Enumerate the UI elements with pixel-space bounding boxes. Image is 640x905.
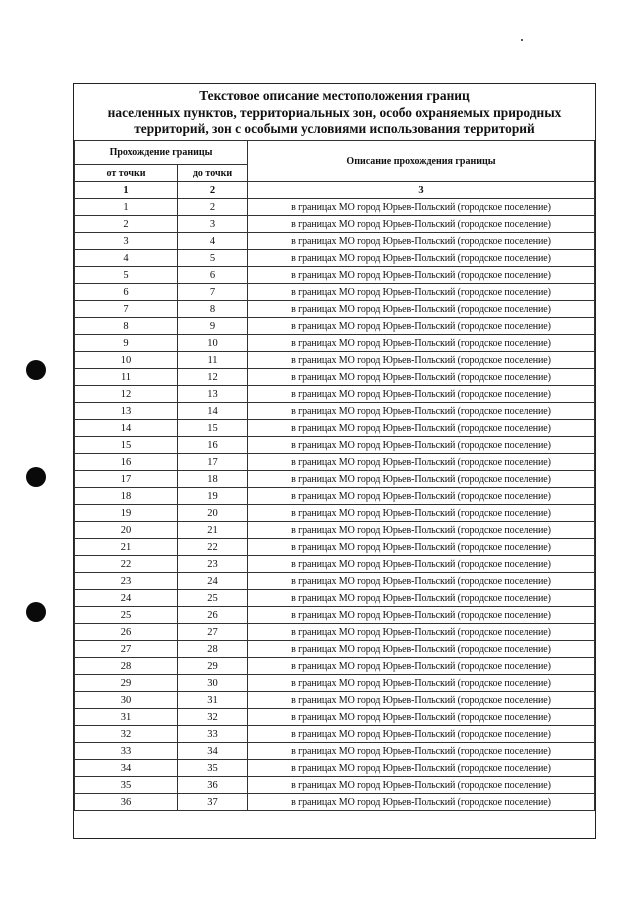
binder-hole-middle	[26, 467, 46, 487]
cell-from-point: 12	[75, 386, 178, 403]
cell-description: в границах МО город Юрьев-Польский (городское поселение)	[248, 777, 595, 794]
cell-from-point: 4	[75, 250, 178, 267]
cell-to-point: 21	[178, 522, 248, 539]
table-row	[75, 760, 595, 777]
binder-hole-top	[26, 360, 46, 380]
cell-from-point: 14	[75, 420, 178, 437]
cell-to-point: 7	[178, 284, 248, 301]
column-number-2: 2	[178, 182, 248, 199]
cell-to-point: 25	[178, 590, 248, 607]
table-row	[75, 607, 595, 624]
cell-from-point: 27	[75, 641, 178, 658]
cell-to-point: 32	[178, 709, 248, 726]
cell-description: в границах МО город Юрьев-Польский (городское поселение)	[248, 726, 595, 743]
table-row	[75, 675, 595, 692]
cell-description: в границах МО город Юрьев-Польский (городское поселение)	[248, 250, 595, 267]
document-frame	[73, 83, 596, 839]
cell-from-point: 7	[75, 301, 178, 318]
table-row	[75, 726, 595, 743]
cell-from-point: 10	[75, 352, 178, 369]
cell-from-point: 6	[75, 284, 178, 301]
table-row	[75, 318, 595, 335]
cell-to-point: 29	[178, 658, 248, 675]
header-from-point: от точки	[75, 165, 178, 182]
cell-description: в границах МО город Юрьев-Польский (городское поселение)	[248, 386, 595, 403]
cell-from-point: 1	[75, 199, 178, 216]
column-number-row	[75, 182, 595, 199]
table-row	[75, 233, 595, 250]
cell-from-point: 36	[75, 794, 178, 811]
table-row	[75, 352, 595, 369]
cell-from-point: 21	[75, 539, 178, 556]
cell-from-point: 24	[75, 590, 178, 607]
header-row-1	[75, 141, 595, 165]
table-row	[75, 522, 595, 539]
title-line-3: территорий, зон с особыми условиями использования территорий	[134, 121, 535, 136]
cell-from-point: 19	[75, 505, 178, 522]
cell-to-point: 34	[178, 743, 248, 760]
cell-from-point: 25	[75, 607, 178, 624]
cell-to-point: 30	[178, 675, 248, 692]
header-passage: Прохождение границы	[75, 141, 248, 165]
cell-from-point: 5	[75, 267, 178, 284]
cell-from-point: 22	[75, 556, 178, 573]
cell-description: в границах МО город Юрьев-Польский (городское поселение)	[248, 641, 595, 658]
table-row	[75, 624, 595, 641]
cell-to-point: 12	[178, 369, 248, 386]
cell-description: в границах МО город Юрьев-Польский (городское поселение)	[248, 437, 595, 454]
cell-to-point: 17	[178, 454, 248, 471]
cell-to-point: 4	[178, 233, 248, 250]
cell-from-point: 3	[75, 233, 178, 250]
cell-description: в границах МО город Юрьев-Польский (городское поселение)	[248, 420, 595, 437]
table-row	[75, 335, 595, 352]
cell-to-point: 6	[178, 267, 248, 284]
table-row	[75, 267, 595, 284]
cell-from-point: 35	[75, 777, 178, 794]
boundary-table	[74, 140, 595, 811]
scan-speck	[521, 39, 523, 41]
cell-description: в границах МО город Юрьев-Польский (городское поселение)	[248, 301, 595, 318]
table-row	[75, 250, 595, 267]
table-row	[75, 709, 595, 726]
cell-to-point: 3	[178, 216, 248, 233]
cell-from-point: 29	[75, 675, 178, 692]
cell-description: в границах МО город Юрьев-Польский (городское поселение)	[248, 369, 595, 386]
table-row	[75, 369, 595, 386]
cell-from-point: 15	[75, 437, 178, 454]
binder-hole-bottom	[26, 602, 46, 622]
cell-description: в границах МО город Юрьев-Польский (городское поселение)	[248, 403, 595, 420]
cell-description: в границах МО город Юрьев-Польский (городское поселение)	[248, 658, 595, 675]
table-row	[75, 573, 595, 590]
title-line-2: населенных пунктов, территориальных зон, особо охраняемых природных	[107, 104, 562, 120]
cell-to-point: 2	[178, 199, 248, 216]
cell-to-point: 10	[178, 335, 248, 352]
cell-to-point: 19	[178, 488, 248, 505]
document-title	[74, 88, 595, 138]
table-row	[75, 216, 595, 233]
cell-to-point: 9	[178, 318, 248, 335]
cell-description: в границах МО город Юрьев-Польский (городское поселение)	[248, 539, 595, 556]
cell-to-point: 28	[178, 641, 248, 658]
cell-to-point: 23	[178, 556, 248, 573]
cell-description: в границах МО город Юрьев-Польский (городское поселение)	[248, 352, 595, 369]
table-row	[75, 454, 595, 471]
cell-from-point: 20	[75, 522, 178, 539]
cell-from-point: 2	[75, 216, 178, 233]
cell-description: в границах МО город Юрьев-Польский (городское поселение)	[248, 760, 595, 777]
cell-to-point: 26	[178, 607, 248, 624]
cell-to-point: 18	[178, 471, 248, 488]
cell-from-point: 9	[75, 335, 178, 352]
cell-from-point: 32	[75, 726, 178, 743]
cell-from-point: 34	[75, 760, 178, 777]
cell-description: в границах МО город Юрьев-Польский (городское поселение)	[248, 675, 595, 692]
cell-to-point: 13	[178, 386, 248, 403]
cell-to-point: 27	[178, 624, 248, 641]
cell-description: в границах МО город Юрьев-Польский (городское поселение)	[248, 709, 595, 726]
cell-description: в границах МО город Юрьев-Польский (городское поселение)	[248, 471, 595, 488]
column-number-3: 3	[248, 182, 595, 199]
cell-to-point: 20	[178, 505, 248, 522]
cell-from-point: 23	[75, 573, 178, 590]
table-row	[75, 641, 595, 658]
header-description: Описание прохождения границы	[248, 141, 595, 182]
cell-to-point: 11	[178, 352, 248, 369]
table-row	[75, 437, 595, 454]
cell-to-point: 8	[178, 301, 248, 318]
cell-description: в границах МО город Юрьев-Польский (городское поселение)	[248, 743, 595, 760]
cell-from-point: 28	[75, 658, 178, 675]
cell-description: в границах МО город Юрьев-Польский (городское поселение)	[248, 335, 595, 352]
title-line-1: Текстовое описание местоположения границ	[199, 88, 470, 103]
cell-description: в границах МО город Юрьев-Польский (городское поселение)	[248, 233, 595, 250]
table-row	[75, 590, 595, 607]
cell-to-point: 22	[178, 539, 248, 556]
cell-description: в границах МО город Юрьев-Польский (городское поселение)	[248, 573, 595, 590]
cell-from-point: 11	[75, 369, 178, 386]
cell-from-point: 31	[75, 709, 178, 726]
cell-to-point: 35	[178, 760, 248, 777]
cell-description: в границах МО город Юрьев-Польский (городское поселение)	[248, 199, 595, 216]
cell-to-point: 5	[178, 250, 248, 267]
cell-to-point: 37	[178, 794, 248, 811]
cell-description: в границах МО город Юрьев-Польский (городское поселение)	[248, 454, 595, 471]
cell-from-point: 13	[75, 403, 178, 420]
table-row	[75, 471, 595, 488]
cell-from-point: 26	[75, 624, 178, 641]
table-row	[75, 794, 595, 811]
table-row	[75, 403, 595, 420]
cell-from-point: 8	[75, 318, 178, 335]
table-row	[75, 556, 595, 573]
cell-from-point: 16	[75, 454, 178, 471]
table-row	[75, 539, 595, 556]
table-row	[75, 488, 595, 505]
table-row	[75, 284, 595, 301]
table-row	[75, 301, 595, 318]
cell-description: в границах МО город Юрьев-Польский (городское поселение)	[248, 267, 595, 284]
cell-description: в границах МО город Юрьев-Польский (городское поселение)	[248, 488, 595, 505]
table-row	[75, 199, 595, 216]
table-row	[75, 386, 595, 403]
cell-from-point: 17	[75, 471, 178, 488]
table-row	[75, 658, 595, 675]
cell-from-point: 33	[75, 743, 178, 760]
cell-description: в границах МО город Юрьев-Польский (городское поселение)	[248, 692, 595, 709]
cell-description: в границах МО город Юрьев-Польский (городское поселение)	[248, 624, 595, 641]
cell-description: в границах МО город Юрьев-Польский (городское поселение)	[248, 216, 595, 233]
cell-to-point: 31	[178, 692, 248, 709]
cell-to-point: 15	[178, 420, 248, 437]
cell-from-point: 18	[75, 488, 178, 505]
column-number-1: 1	[75, 182, 178, 199]
cell-to-point: 24	[178, 573, 248, 590]
cell-description: в границах МО город Юрьев-Польский (городское поселение)	[248, 284, 595, 301]
cell-from-point: 30	[75, 692, 178, 709]
table-row	[75, 777, 595, 794]
table-row	[75, 505, 595, 522]
cell-to-point: 16	[178, 437, 248, 454]
cell-description: в границах МО город Юрьев-Польский (городское поселение)	[248, 318, 595, 335]
table-row	[75, 692, 595, 709]
cell-description: в границах МО город Юрьев-Польский (городское поселение)	[248, 590, 595, 607]
cell-to-point: 36	[178, 777, 248, 794]
cell-description: в границах МО город Юрьев-Польский (городское поселение)	[248, 522, 595, 539]
cell-description: в границах МО город Юрьев-Польский (городское поселение)	[248, 607, 595, 624]
cell-description: в границах МО город Юрьев-Польский (городское поселение)	[248, 505, 595, 522]
table-row	[75, 420, 595, 437]
cell-description: в границах МО город Юрьев-Польский (городское поселение)	[248, 556, 595, 573]
cell-to-point: 14	[178, 403, 248, 420]
cell-description: в границах МО город Юрьев-Польский (городское поселение)	[248, 794, 595, 811]
table-row	[75, 743, 595, 760]
cell-to-point: 33	[178, 726, 248, 743]
header-to-point: до точки	[178, 165, 248, 182]
